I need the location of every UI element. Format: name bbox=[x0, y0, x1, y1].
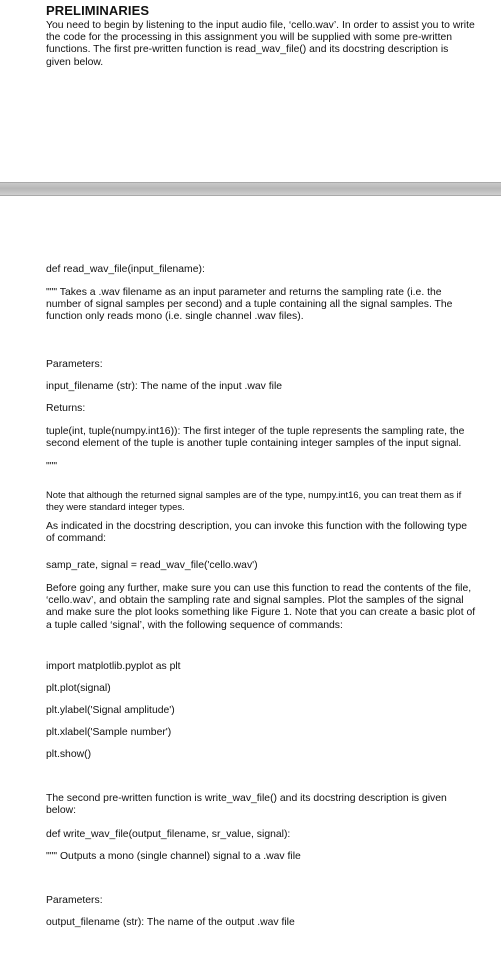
document-page-bottom bbox=[0, 196, 501, 972]
read-func-docstring-close: """ bbox=[46, 461, 58, 472]
write-func-def-line: def write_wav_file(output_filename, sr_value, signal): bbox=[46, 829, 291, 840]
code-line-ylabel: plt.ylabel('Signal amplitude') bbox=[46, 705, 175, 716]
document-page-top bbox=[0, 0, 501, 182]
read-func-param-input: input_filename (str): The name of the input .wav file bbox=[46, 381, 283, 392]
write-func-param-output: output_filename (str): The name of the output .wav file bbox=[46, 917, 295, 928]
read-func-returns-desc: tuple(int, tuple(numpy.int16)): The first integer of the tuple represents the sampling rate, the second element of the tuple is another tuple containing integer samples of the input signal. bbox=[46, 426, 465, 450]
read-func-docstring: """ Takes a .wav filename as an input parameter and returns the sampling rate (i.e. the number of signal samples per second) and a tuple containing all the signal samples. The function only reads mono (i.e. single channel .wav files). bbox=[46, 287, 453, 323]
read-func-parameters-label: Parameters: bbox=[46, 359, 103, 370]
code-line-show: plt.show() bbox=[46, 749, 92, 760]
write-func-docstring: """ Outputs a mono (single channel) signal to a .wav file bbox=[46, 851, 301, 862]
write-func-parameters-label: Parameters: bbox=[46, 895, 103, 906]
before-paragraph: Before going any further, make sure you can use this function to read the contents of the file, ‘cello.wav’, and obtain the sampling rate and signal samples. Plot the samples of the signal and make sure the plot looks something like Figure 1. Note that you can create a basic plot of a tuple called ‘signal’, with the following sequence of commands: bbox=[46, 583, 476, 631]
code-line-plot: plt.plot(signal) bbox=[46, 683, 111, 694]
section-heading: PRELIMINARIES bbox=[46, 3, 150, 18]
page-separator bbox=[0, 182, 501, 196]
write-func-intro: The second pre-written function is write_wav_file() and its docstring description is given below: bbox=[46, 793, 447, 817]
invoke-code-line: samp_rate, signal = read_wav_file('cello.wav') bbox=[46, 560, 258, 571]
intro-paragraph: You need to begin by listening to the input audio file, ‘cello.wav’. In order to assist you to write the code for the processing in this assignment you will be supplied with some pre-written functions. The first pre-written function is read_wav_file() and its docstring description is given below. bbox=[46, 20, 475, 68]
note-paragraph: Note that although the returned signal samples are of the type, numpy.int16, you can treat them as if they were standard integer types. bbox=[46, 489, 462, 512]
code-line-import: import matplotlib.pyplot as plt bbox=[46, 661, 181, 672]
code-line-xlabel: plt.xlabel('Sample number') bbox=[46, 727, 172, 738]
read-func-def-line: def read_wav_file(input_filename): bbox=[46, 264, 205, 275]
read-func-returns-label: Returns: bbox=[46, 403, 86, 414]
invoke-paragraph: As indicated in the docstring description, you can invoke this function with the following type of command: bbox=[46, 521, 468, 545]
